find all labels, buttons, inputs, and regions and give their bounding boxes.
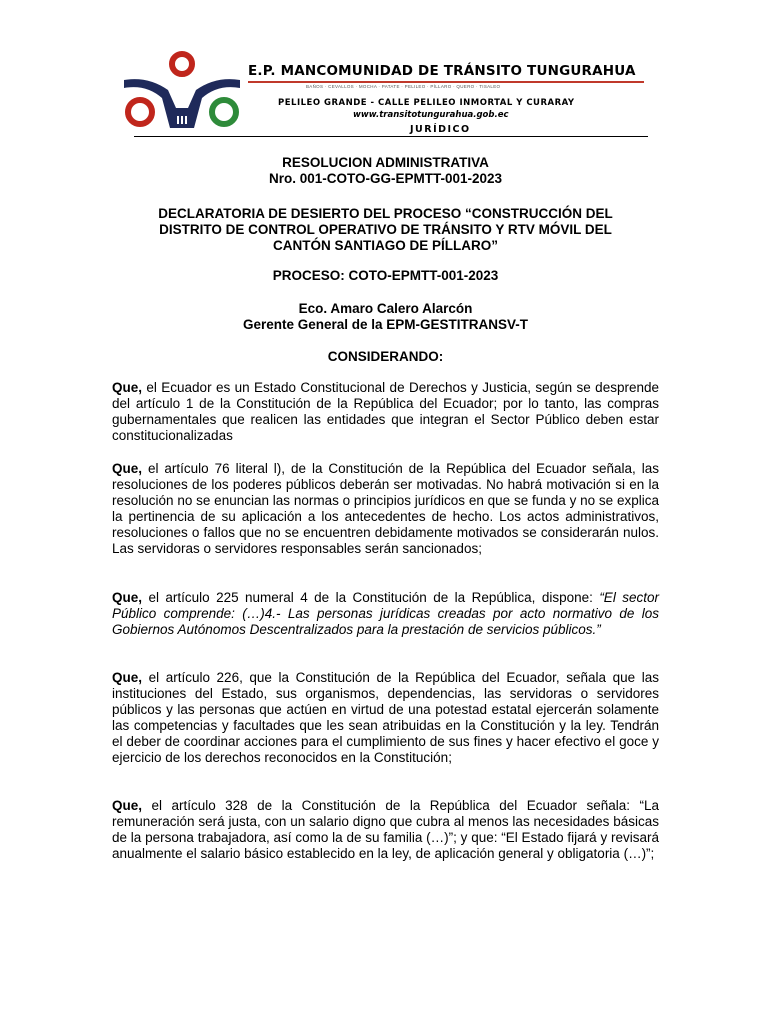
paragraph-text: el artículo 328 de la Constitución de la República del Ecuador señala: “La remuneración será justa, con un salario digno que cubra al menos las necesidades básicas de la persona trabajadora, así como la de su familia (…)”; y que: “El Estado fijará y revisará anualmente el salario básico establecido en la ley, de aplicación general y obligatoria (…)”;: [112, 798, 659, 861]
organization-name-underline: [248, 81, 644, 83]
department-label: JURÍDICO: [410, 124, 471, 135]
paragraph-5: [112, 798, 659, 862]
paragraph-lead: Que,: [112, 798, 143, 813]
paragraph-text: el artículo 225 numeral 4 de la Constitución de la República, dispone:: [142, 590, 600, 605]
paragraph-text: el artículo 226, que la Constitución de la República del Ecuador, señala que las instituciones del Estado, sus organismos, dependencias, las servidoras o servidores públicos y las personas que actúen en virtud de una potestad estatal ejercerán solamente las competencias y facultades que les sean atribuidas en la Constitución y la ley. Tendrán el deber de coordinar acciones para el cumplimiento de sus fines y hacer efectivo el goce y ejercicio de los derechos reconocidos en la Constitución;: [112, 670, 659, 765]
signer-title: Gerente General de la EPM-GESTITRANSV-T: [242, 317, 529, 332]
header-divider: [134, 136, 648, 137]
subject-line-3: CANTÓN SANTIAGO DE PÍLLARO”: [273, 238, 498, 253]
organization-header: [248, 62, 648, 135]
subject-line-1: DECLARATORIA DE DESIERTO DEL PROCESO “CONSTRUCCIÓN DEL: [158, 206, 613, 221]
organization-website: www.transitotungurahua.gob.ec: [353, 110, 509, 120]
paragraph-quote: “El sector Público comprende: (…)4.- Las personas jurídicas creadas por acto normativo de los Gobiernos Autónomos Descentralizados para la prestación de servicios públicos.”: [112, 590, 660, 637]
resolution-number: Nro. 001-COTO-GG-EPMTT-001-2023: [268, 171, 503, 186]
organization-address: PELILEO GRANDE - CALLE PELILEO INMORTAL Y CURARAY: [278, 98, 575, 108]
title-line-1: RESOLUCION ADMINISTRATIVA: [282, 155, 489, 170]
resolution-subject: [112, 206, 659, 254]
resolution-title: [112, 155, 659, 187]
paragraph-lead: Que,: [112, 461, 143, 476]
member-towns: BAÑOS · CEVALLOS · MOCHA · PATATE · PELILEO · PÍLLARO · QUERO · TISALEO: [306, 84, 501, 89]
subject-line-2: DISTRITO DE CONTROL OPERATIVO DE TRÁNSITO Y RTV MÓVIL DEL: [159, 222, 612, 237]
paragraph-3: [112, 590, 659, 638]
paragraph-text: el artículo 76 literal l), de la Constitución de la República del Ecuador señala, las resoluciones de los poderes públicos deberán ser motivadas. No habrá motivación si en la resolución no se enuncian las normas o principios jurídicos en que se funda y no se explica la pertinencia de su aplicación a los antecedentes de hecho. Los actos administrativos, resoluciones o fallos que no se encuentren debidamente motivados se considerarán nulos. Las servidoras o servidores responsables serán sancionados;: [112, 461, 659, 556]
organization-name: E.P. MANCOMUNIDAD DE TRÁNSITO TUNGURAHUA: [248, 63, 636, 79]
paragraph-4: [112, 670, 659, 766]
paragraph-lead: Que,: [112, 380, 143, 395]
organization-logo: [118, 50, 246, 136]
signer-block: [112, 301, 659, 333]
process-code: PROCESO: COTO-EPMTT-001-2023: [272, 268, 499, 283]
considerando-heading: CONSIDERANDO:: [327, 349, 444, 364]
paragraph-text: el Ecuador es un Estado Constitucional de Derechos y Justicia, según se desprende del artículo 1 de la Constitución de la República del Ecuador; por lo tanto, las compras gubernamentales que realicen las entidades que integran el Sector Público deben estar constitucionalizadas: [112, 380, 659, 443]
signer-name: Eco. Amaro Calero Alarcón: [298, 301, 473, 316]
paragraph-lead: Que,: [112, 670, 143, 685]
paragraph-2: [112, 461, 659, 557]
paragraph-lead: Que,: [112, 590, 143, 605]
paragraph-1: [112, 380, 659, 444]
